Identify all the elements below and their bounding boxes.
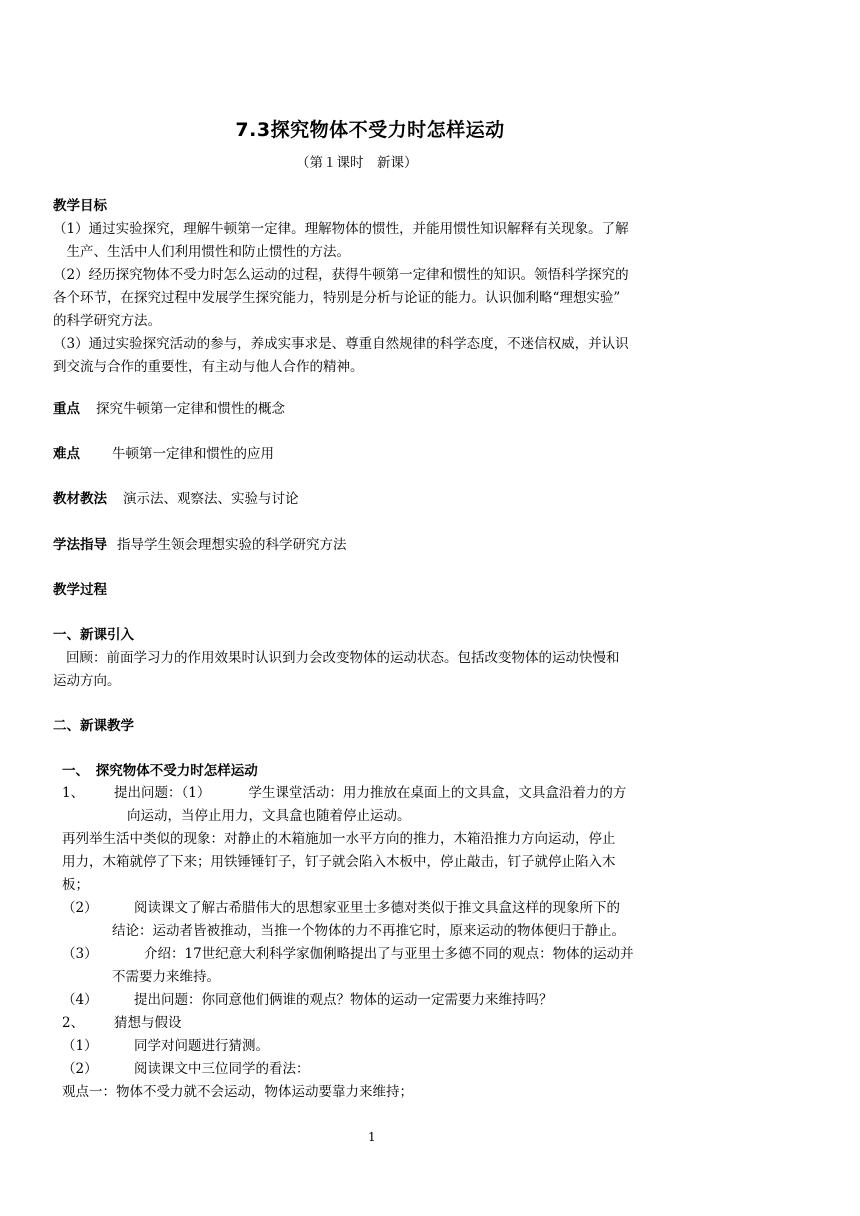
item-4-text: 提出问题：你同意他们俩谁的观点？物体的运动一定需要力来维持吗？ bbox=[134, 992, 553, 1008]
teaching-methods bbox=[53, 488, 299, 511]
item-2-continuation: 结论：运动者皆被推动，当推一个物体的力不再推它时，原来运动的物体便归于静止。 bbox=[112, 923, 625, 939]
key-point bbox=[53, 398, 285, 421]
step-1-number: 1、 bbox=[62, 785, 85, 801]
section-intro-heading: 一、新课引入 bbox=[53, 627, 134, 643]
step-2-item-text: 同学对问题进行猜测。 bbox=[134, 1038, 269, 1054]
key-point-text: 探究牛顿第一定律和惯性的概念 bbox=[96, 401, 285, 417]
item-3-number: （3） bbox=[62, 946, 98, 962]
step-2-text: 猜想与假设 bbox=[114, 1015, 182, 1031]
methods-label: 教材教法 bbox=[53, 491, 107, 507]
guidance-label: 学法指导 bbox=[53, 537, 107, 553]
page-title: 7.3探究物体不受力时怎样运动 bbox=[235, 119, 505, 141]
key-point-label: 重点 bbox=[53, 401, 80, 417]
objectives-line: 生产、生活中人们利用惯性和防止惯性的方法。 bbox=[53, 244, 350, 260]
guidance-text: 指导学生领会理想实验的科学研究方法 bbox=[117, 537, 347, 553]
step-2-item bbox=[62, 1058, 310, 1081]
step-1-lead: 提出问题：（1） bbox=[114, 785, 211, 801]
difficulty bbox=[53, 443, 274, 466]
learning-guidance bbox=[53, 534, 347, 557]
step-1 bbox=[62, 782, 626, 805]
objectives-line: （3）通过实验探究活动的参与，养成实事求是、尊重自然规律的科学态度，不迷信权威，并认识 bbox=[53, 336, 629, 352]
objectives-line: 各个环节，在探究过程中发展学生探究能力，特别是分析与论证的能力。认识伽利略“理想实验” bbox=[53, 290, 621, 306]
item-3 bbox=[62, 943, 634, 966]
examples-line: 用力，木箱就停了下来；用铁锤锤钉子，钉子就会陷入木板中，停止敲击，钉子就停止陷入木 bbox=[62, 854, 616, 870]
objectives-line: 的科学研究方法。 bbox=[53, 313, 161, 329]
step-2-item-number: （1） bbox=[62, 1038, 98, 1054]
item-4-number: （4） bbox=[62, 992, 98, 1008]
step-1-text: 学生课堂活动：用力推放在桌面上的文具盒，文具盒沿着力的方 bbox=[248, 785, 627, 801]
section-new-lesson-heading: 二、新课教学 bbox=[53, 718, 134, 734]
objectives-heading: 教学目标 bbox=[53, 198, 107, 214]
difficulty-text: 牛顿第一定律和惯性的应用 bbox=[112, 446, 274, 462]
item-4 bbox=[62, 989, 553, 1012]
intro-line: 运动方向。 bbox=[53, 673, 121, 689]
objectives-line: （1）通过实验探究，理解牛顿第一定律。理解物体的惯性，并能用惯性知识解释有关现象。了解 bbox=[53, 221, 629, 237]
step-1-continuation: 向运动，当停止用力，文具盒也随着停止运动。 bbox=[127, 808, 411, 824]
page-subtitle: （第１课时 新课） bbox=[296, 155, 418, 171]
item-3-text: 介绍：17世纪意大利科学家伽俐略提出了与亚里士多德不同的观点：物体的运动并 bbox=[144, 946, 634, 962]
page-number: 1 bbox=[368, 1130, 376, 1144]
viewpoint-one: 观点一：物体不受力就不会运动，物体运动要靠力来维持； bbox=[62, 1084, 413, 1100]
item-3-continuation: 不需要力来维持。 bbox=[112, 969, 220, 985]
process-heading: 教学过程 bbox=[53, 582, 107, 598]
step-2-item-number: （2） bbox=[62, 1061, 98, 1077]
examples-line: 板； bbox=[62, 877, 89, 893]
item-2-number: （2） bbox=[62, 900, 98, 916]
intro-line: 回顾：前面学习力的作用效果时认识到力会改变物体的运动状态。包括改变物体的运动快慢和 bbox=[66, 650, 620, 666]
item-2-text: 阅读课文了解古希腊伟大的思想家亚里士多德对类似于推文具盒这样的现象所下的 bbox=[134, 900, 620, 916]
examples-line: 再列举生活中类似的现象：对静止的木箱施加一水平方向的推力，木箱沿推力方向运动，停止 bbox=[62, 831, 616, 847]
step-2-item bbox=[62, 1035, 269, 1058]
step-2-number: 2、 bbox=[62, 1015, 85, 1031]
step-2 bbox=[62, 1012, 182, 1035]
step-2-item-text: 阅读课文中三位同学的看法： bbox=[134, 1061, 310, 1077]
methods-text: 演示法、观察法、实验与讨论 bbox=[123, 491, 299, 507]
item-2 bbox=[62, 897, 620, 920]
objectives-line: （2）经历探究物体不受力时怎么运动的过程，获得牛顿第一定律和惯性的知识。领悟科学探究的 bbox=[53, 267, 629, 283]
subsection-heading: 一、 探究物体不受力时怎样运动 bbox=[62, 763, 258, 779]
difficulty-label: 难点 bbox=[53, 446, 80, 462]
objectives-line: 到交流与合作的重要性，有主动与他人合作的精神。 bbox=[53, 359, 364, 375]
